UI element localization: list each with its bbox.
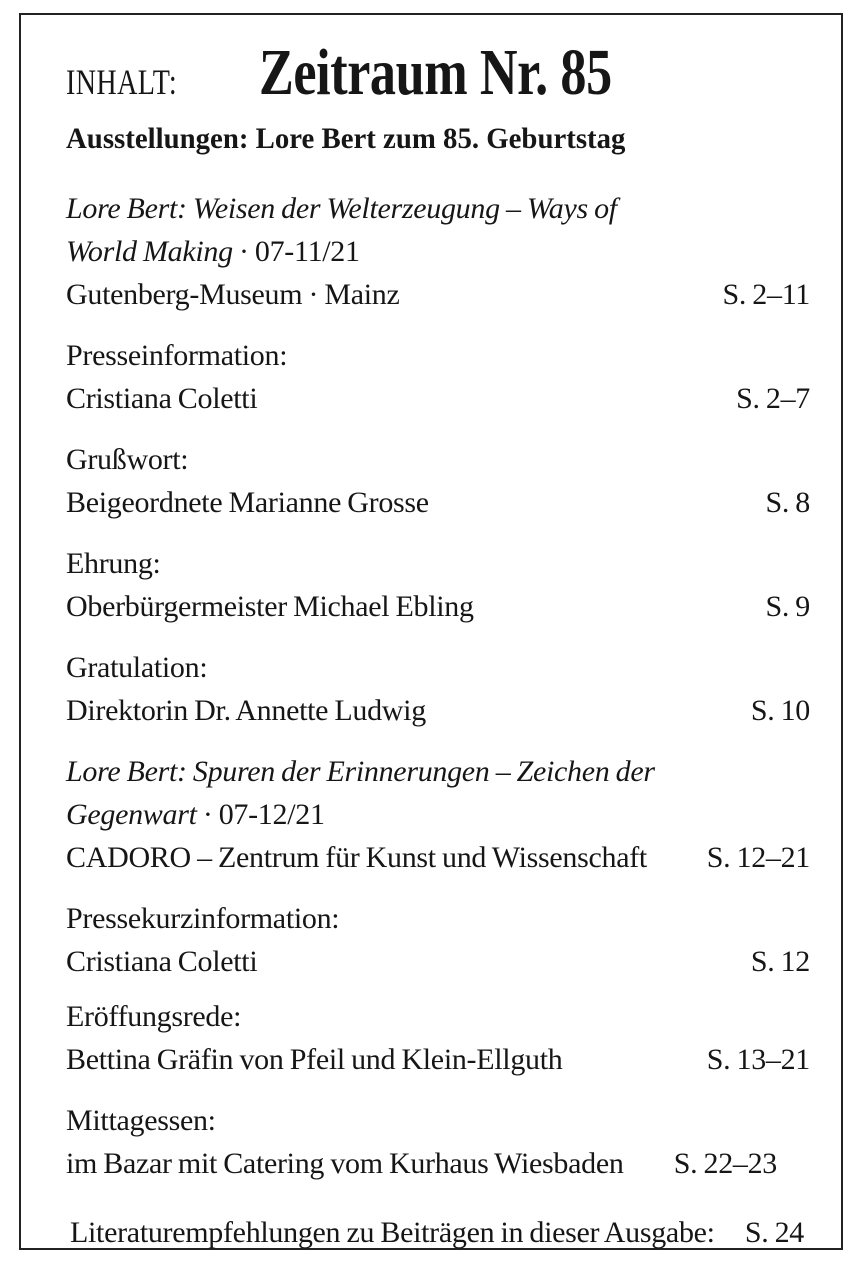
toc-entry-presseinformation xyxy=(66,334,810,420)
entry-venue: CADORO – Zentrum für Kunst und Wissenschaft xyxy=(66,841,647,874)
entry-title-italic: Lore Bert: Weisen der Welterzeugung – Ways of xyxy=(66,192,617,225)
page-number: S. 24 xyxy=(744,1216,804,1249)
section-heading: Ausstellungen: Lore Bert zum 85. Geburtstag xyxy=(66,122,626,155)
entry-body-line xyxy=(66,481,810,524)
page-content xyxy=(21,15,841,1254)
entry-body-line xyxy=(66,940,810,983)
toc-entry-literaturempfehlungen xyxy=(66,1211,810,1254)
page-header xyxy=(66,36,810,109)
toc-entry-grusswort xyxy=(66,438,810,524)
entry-title-italic: World Making xyxy=(66,235,233,268)
entry-kicker: Eröffungsrede: xyxy=(66,1000,242,1033)
entry-kicker: Presseinformation: xyxy=(66,339,288,372)
page-number: S. 9 xyxy=(765,590,810,623)
entry-body-line xyxy=(66,585,810,628)
issue-title: Zeitraum Nr. 85 xyxy=(259,36,613,109)
entry-title-line-2 xyxy=(66,793,810,836)
entry-body-line xyxy=(66,1142,810,1185)
toc-entry-eroeffnungsrede xyxy=(66,995,810,1081)
entry-body: Oberbürgermeister Michael Ebling xyxy=(66,590,474,623)
page-number: S. 22–23 xyxy=(673,1147,777,1180)
entry-kicker: Pressekurzinformation: xyxy=(66,902,340,935)
entry-body-line xyxy=(66,377,810,420)
toc-entry-gratulation xyxy=(66,646,810,732)
entry-kicker: Grußwort: xyxy=(66,443,189,476)
entry-title-italic: Gegenwart xyxy=(66,798,197,831)
page-number: S. 8 xyxy=(765,486,810,519)
entry-kicker: Gratulation: xyxy=(66,651,208,684)
entry-body: Cristiana Coletti xyxy=(66,945,258,978)
page-number: S. 2–11 xyxy=(722,278,810,311)
entry-body-line xyxy=(66,689,810,732)
page-number: S. 13–21 xyxy=(706,1043,810,1076)
entry-venue-line xyxy=(66,836,810,879)
toc-entry-pressekurzinformation xyxy=(66,897,810,983)
entry-title-italic: Lore Bert: Spuren der Erinnerungen – Zeichen der xyxy=(66,755,655,788)
entry-body: im Bazar mit Catering vom Kurhaus Wiesbaden xyxy=(66,1147,624,1180)
entry-body: Literaturempfehlungen zu Beiträgen in dieser Ausgabe: xyxy=(70,1216,715,1249)
toc-entry-ehrung xyxy=(66,542,810,628)
page-number: S. 12 xyxy=(750,945,810,978)
entry-title-line-1 xyxy=(66,187,810,230)
inhalt-label: INHALT: xyxy=(66,62,178,102)
entry-body: Bettina Gräfin von Pfeil und Klein-Ellguth xyxy=(66,1043,563,1076)
entry-title-date: · 07-11/21 xyxy=(232,235,360,268)
toc-entry-exhibition-gutenberg xyxy=(66,187,810,316)
toc-list xyxy=(66,187,810,1254)
entry-body: Beigeordnete Marianne Grosse xyxy=(66,486,429,519)
entry-title-line-2 xyxy=(66,230,810,273)
entry-kicker: Ehrung: xyxy=(66,547,161,580)
entry-title-date: · 07-12/21 xyxy=(196,798,325,831)
toc-entry-exhibition-cadoro xyxy=(66,750,810,879)
entry-body-line xyxy=(66,1038,810,1081)
page-number: S. 2–7 xyxy=(736,382,810,415)
entry-venue: Gutenberg-Museum · Mainz xyxy=(66,278,400,311)
entry-title-line-1 xyxy=(66,750,810,793)
entry-venue-line xyxy=(66,273,810,316)
toc-entry-mittagessen xyxy=(66,1099,810,1185)
entry-body: Direktorin Dr. Annette Ludwig xyxy=(66,694,426,727)
entry-body: Cristiana Coletti xyxy=(66,382,258,415)
entry-body-line xyxy=(70,1211,810,1254)
page-number: S. 10 xyxy=(750,694,810,727)
page-number: S. 12–21 xyxy=(706,841,810,874)
page-border-frame xyxy=(19,13,843,1250)
entry-kicker: Mittagessen: xyxy=(66,1104,216,1137)
